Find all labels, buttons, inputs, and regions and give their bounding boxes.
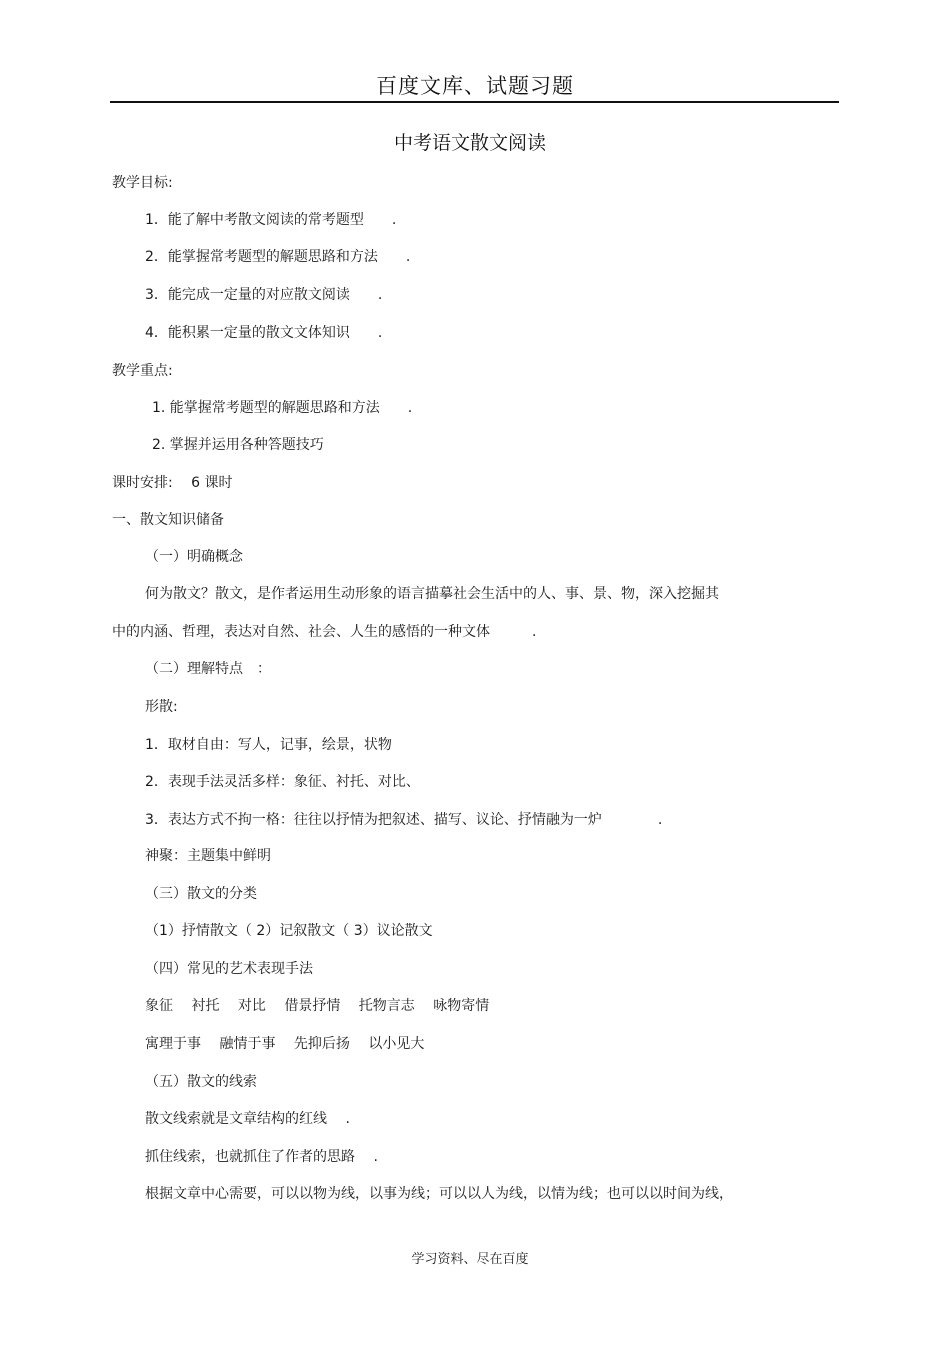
text-line: 散文线索就是文章结构的红线 . [145, 1111, 350, 1127]
header-rule [110, 101, 839, 103]
text-line: （一）明确概念 [145, 549, 243, 565]
text-line: 2．表现手法灵活多样：象征、衬托、对比、 [145, 774, 420, 790]
text-line: （五）散文的线索 [145, 1074, 257, 1090]
text-line: 1. 能掌握常考题型的解题思路和方法 . [152, 400, 413, 416]
text-line: 象征 衬托 对比 借景抒情 托物言志 咏物寄情 [145, 998, 490, 1014]
text-line: （二）理解特点 ： [145, 661, 271, 677]
text-line: 教学目标: [112, 175, 173, 191]
text-line: （四）常见的艺术表现手法 [145, 961, 313, 977]
text-line: 一、散文知识储备 [112, 512, 224, 528]
text-line: 根据文章中心需要，可以以物为线，以事为线；可以以人为线，以情为线；也可以以时间为线， [145, 1186, 733, 1202]
text-line: 教学重点: [112, 363, 173, 379]
text-line: 何为散文？散文，是作者运用生动形象的语言描摹社会生活中的人、事、景、物，深入挖掘其 [145, 586, 719, 602]
text-line: 1．取材自由：写人，记事，绘景，状物 [145, 737, 392, 753]
text-line: 抓住线索，也就抓住了作者的思路 . [145, 1149, 378, 1165]
text-line: 3．表达方式不拘一格：往往以抒情为把叙述、描写、议论、抒情融为一炉 . [145, 812, 663, 828]
text-line: 1．能了解中考散文阅读的常考题型 . [145, 212, 397, 228]
text-line: 2．能掌握常考题型的解题思路和方法 . [145, 249, 411, 265]
text-line: （1）抒情散文（ 2）记叙散文（ 3）议论散文 [145, 923, 433, 939]
text-line: 2. 掌握并运用各种答题技巧 [152, 437, 324, 453]
text-line: 3．能完成一定量的对应散文阅读 . [145, 287, 383, 303]
text-line: 寓理于事 融情于事 先抑后扬 以小见大 [145, 1036, 425, 1052]
text-line: 中的内涵、哲理，表达对自然、社会、人生的感悟的一种文体 . [112, 624, 537, 640]
page-footer: 学习资料、尽在百度 [411, 1252, 529, 1267]
text-line: 4．能积累一定量的散文文体知识 . [145, 325, 383, 341]
header-title: 百度文库、试题习题 [376, 74, 574, 98]
text-line: 神聚：主题集中鲜明 [145, 848, 271, 864]
document-title: 中考语文散文阅读 [393, 132, 546, 154]
text-line: （三）散文的分类 [145, 886, 257, 902]
text-line: 课时安排: 6 课时 [112, 475, 233, 491]
text-line: 形散: [145, 699, 178, 715]
